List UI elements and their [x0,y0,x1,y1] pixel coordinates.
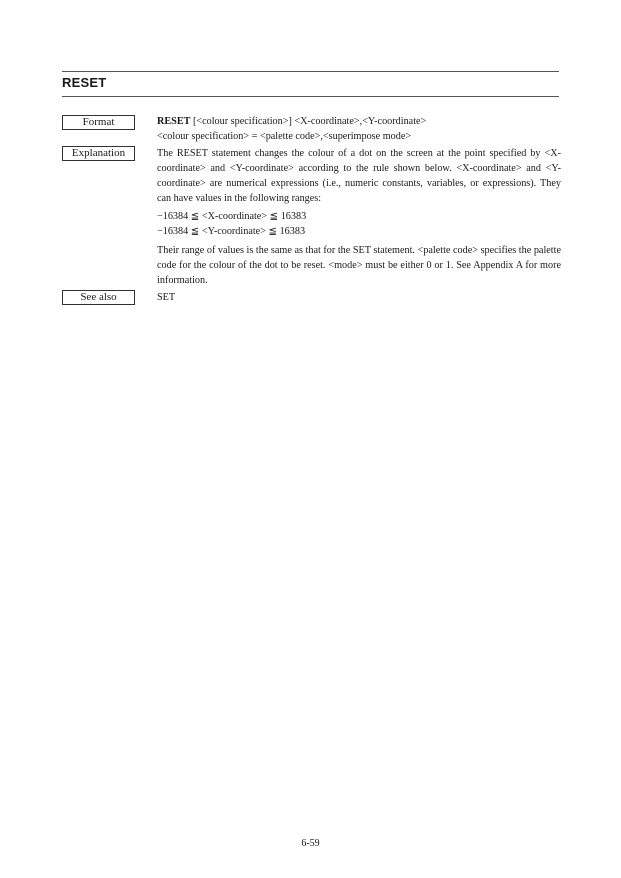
format-arguments: [<colour specification>] <X-coordinate>,<Y-coordinate> [190,116,427,127]
format-label: Format [62,115,135,130]
range-y-line: −16384 ≦ <Y-coordinate> ≦ 16383 [157,226,306,237]
explanation-label: Explanation [62,146,135,161]
explanation-paragraph-2: Their range of values is the same as that for the SET statement. <palette code> specifies the palette code for the colour of the dot to be reset. <mode> must be either 0 or 1. See Appendix A for more information. [157,245,561,286]
page-number: 6-59 [301,838,320,849]
range-x-line: −16384 ≦ <X-coordinate> ≦ 16383 [157,211,307,222]
explanation-paragraph-1: The RESET statement changes the colour of a dot on the screen at the point specified by <X-coordinate> and <Y-coordinate> according to the rule shown below. <X-coordinate> and <Y-coordinate> are numerical expressions (i.e., numeric constants, variables, or expressions). They can have values in the following ranges: [157,148,561,204]
format-colour-spec-line: <colour specification> = <palette code>,<superimpose mode> [157,131,412,142]
top-rule [62,71,559,72]
explanation-section [157,146,561,288]
see-also-label: See also [62,290,135,305]
see-also-reference: SET [157,292,176,303]
heading-underline [62,96,559,97]
format-section [157,114,561,144]
section-heading: RESET [62,75,107,90]
format-command: RESET [157,116,191,127]
format-syntax-line [157,114,561,129]
